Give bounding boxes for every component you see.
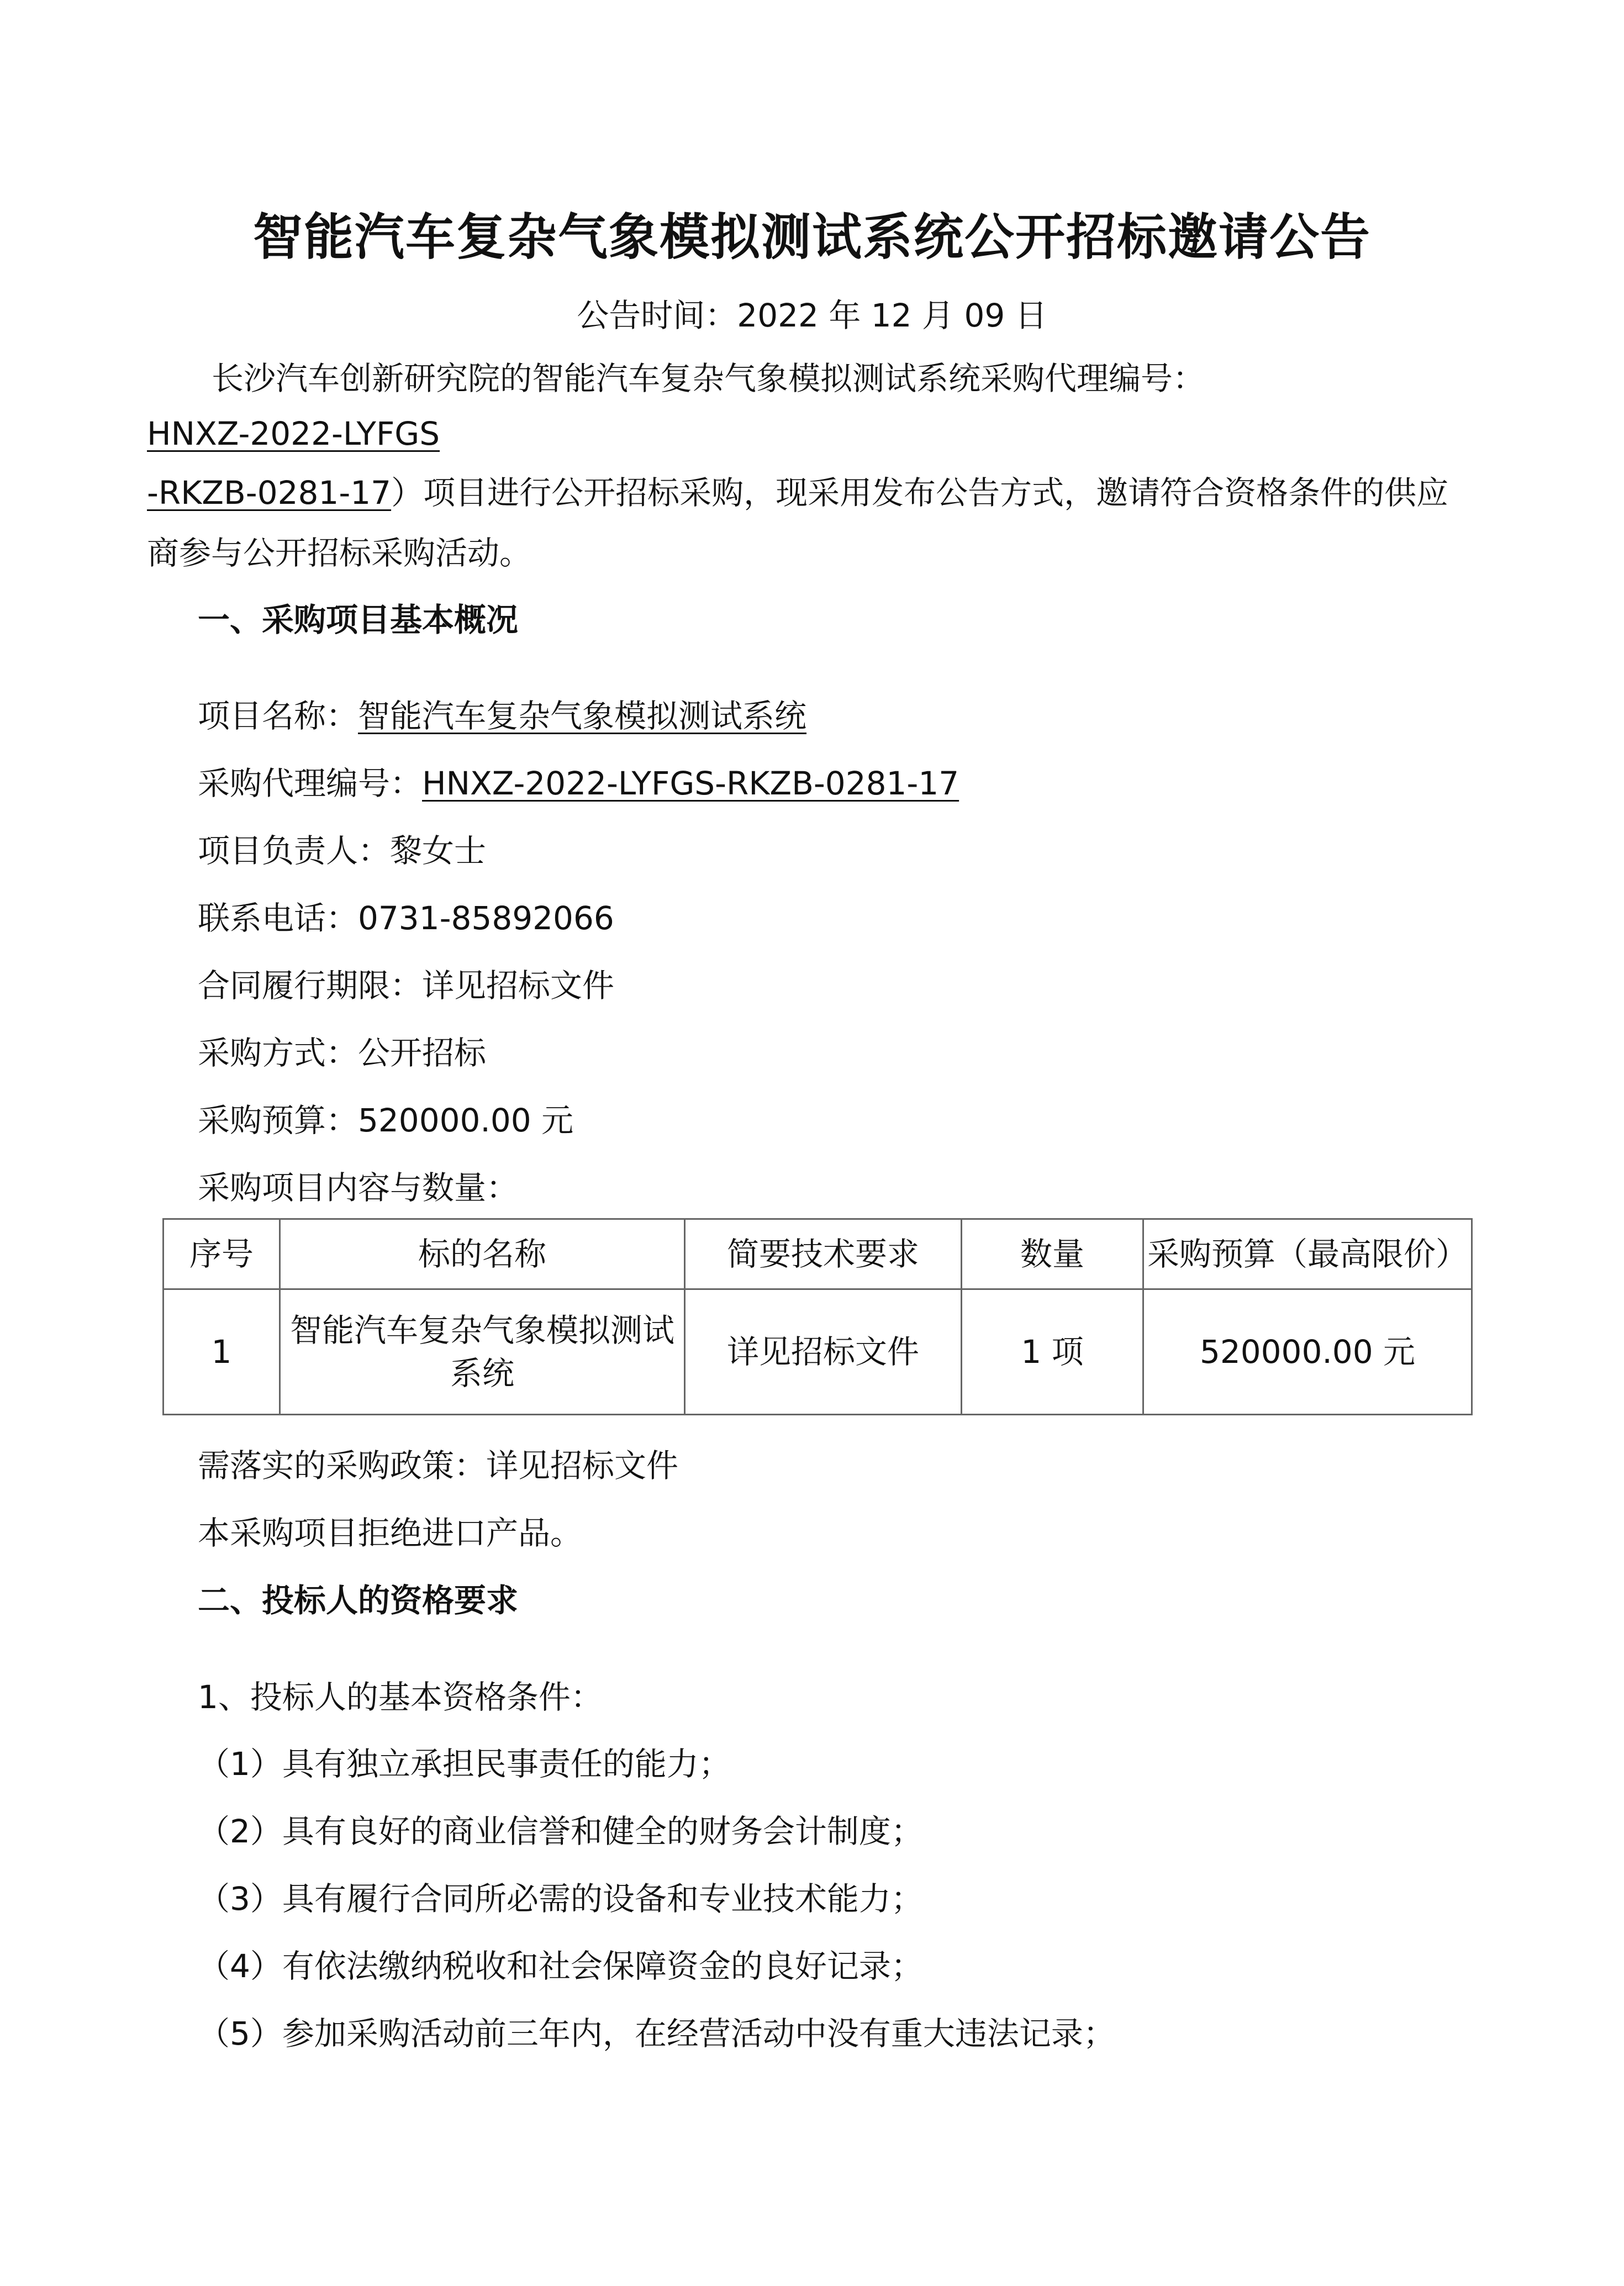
agency-code-label: 采购代理编号： — [198, 765, 423, 802]
intro-line-3 — [147, 471, 1448, 515]
cell-item-name-line-2: 系统 — [450, 1355, 514, 1392]
project-manager: 项目负责人：黎女士 — [198, 832, 487, 870]
qualification-item-4: （4）有依法缴纳税收和社会保障资金的良好记录； — [198, 1947, 923, 1985]
intro-line-1: 长沙汽车创新研究院的智能汽车复杂气象模拟测试系统采购代理编号： — [212, 360, 1205, 397]
cell-item-name-line-1: 智能汽车复杂气象模拟测试 — [289, 1311, 674, 1349]
header-item-name: 标的名称 — [280, 1219, 685, 1289]
procurement-method: 采购方式：公开招标 — [198, 1034, 487, 1072]
header-requirements: 简要技术要求 — [685, 1219, 962, 1289]
document-title: 智能汽车复杂气象模拟测试系统公开招标邀请公告 — [253, 208, 1371, 266]
header-budget: 采购预算（最高限价） — [1143, 1219, 1472, 1289]
header-quantity: 数量 — [962, 1219, 1143, 1289]
project-name-label: 项目名称： — [198, 697, 358, 735]
intro-line-3-rest: ）项目进行公开招标采购，现采用发布公告方式，邀请符合资格条件的供应 — [391, 474, 1449, 512]
agency-code-value: HNXZ-2022-LYFGS-RKZB-0281-17 — [422, 765, 959, 802]
cell-requirements: 详见招标文件 — [685, 1289, 962, 1415]
section-1-heading: 一、采购项目基本概况 — [198, 601, 519, 639]
cell-index: 1 — [164, 1289, 280, 1415]
qualification-item-5: （5）参加采购活动前三年内，在经营活动中没有重大违法记录； — [198, 2015, 1115, 2052]
basic-qualifications-label: 1、投标人的基本资格条件： — [198, 1678, 603, 1716]
content-label: 采购项目内容与数量： — [198, 1169, 519, 1207]
cell-quantity: 1 项 — [962, 1289, 1143, 1415]
agency-code-line — [198, 761, 959, 805]
qualification-item-2: （2）具有良好的商业信誉和健全的财务会计制度； — [198, 1813, 923, 1850]
table-header-row — [164, 1219, 1472, 1289]
intro-line-4: 商参与公开招标采购活动。 — [147, 534, 532, 572]
table-row — [164, 1289, 1472, 1415]
header-index: 序号 — [164, 1219, 280, 1289]
no-import-notice: 本采购项目拒绝进口产品。 — [198, 1514, 583, 1552]
cell-budget: 520000.00 元 — [1143, 1289, 1472, 1415]
procurement-budget: 采购预算：520000.00 元 — [198, 1102, 574, 1139]
procurement-table — [162, 1218, 1473, 1415]
announcement-date: 公告时间：2022 年 12 月 09 日 — [577, 297, 1047, 334]
contact-phone: 联系电话：0731-85892066 — [198, 899, 614, 937]
procurement-policy: 需落实的采购政策：详见招标文件 — [198, 1447, 679, 1484]
project-name-value: 智能汽车复杂气象模拟测试系统 — [358, 697, 807, 735]
project-name-line — [198, 694, 806, 738]
intro-code-part-1: HNXZ-2022-LYFGS — [147, 415, 440, 452]
intro-code-part-2: -RKZB-0281-17 — [147, 474, 392, 512]
cell-item-name — [280, 1289, 685, 1415]
contract-period: 合同履行期限：详见招标文件 — [198, 967, 615, 1004]
qualification-item-1: （1）具有独立承担民事责任的能力； — [198, 1745, 731, 1783]
section-2-heading: 二、投标人的资格要求 — [198, 1582, 519, 1619]
qualification-item-3: （3）具有履行合同所必需的设备和专业技术能力； — [198, 1880, 923, 1918]
